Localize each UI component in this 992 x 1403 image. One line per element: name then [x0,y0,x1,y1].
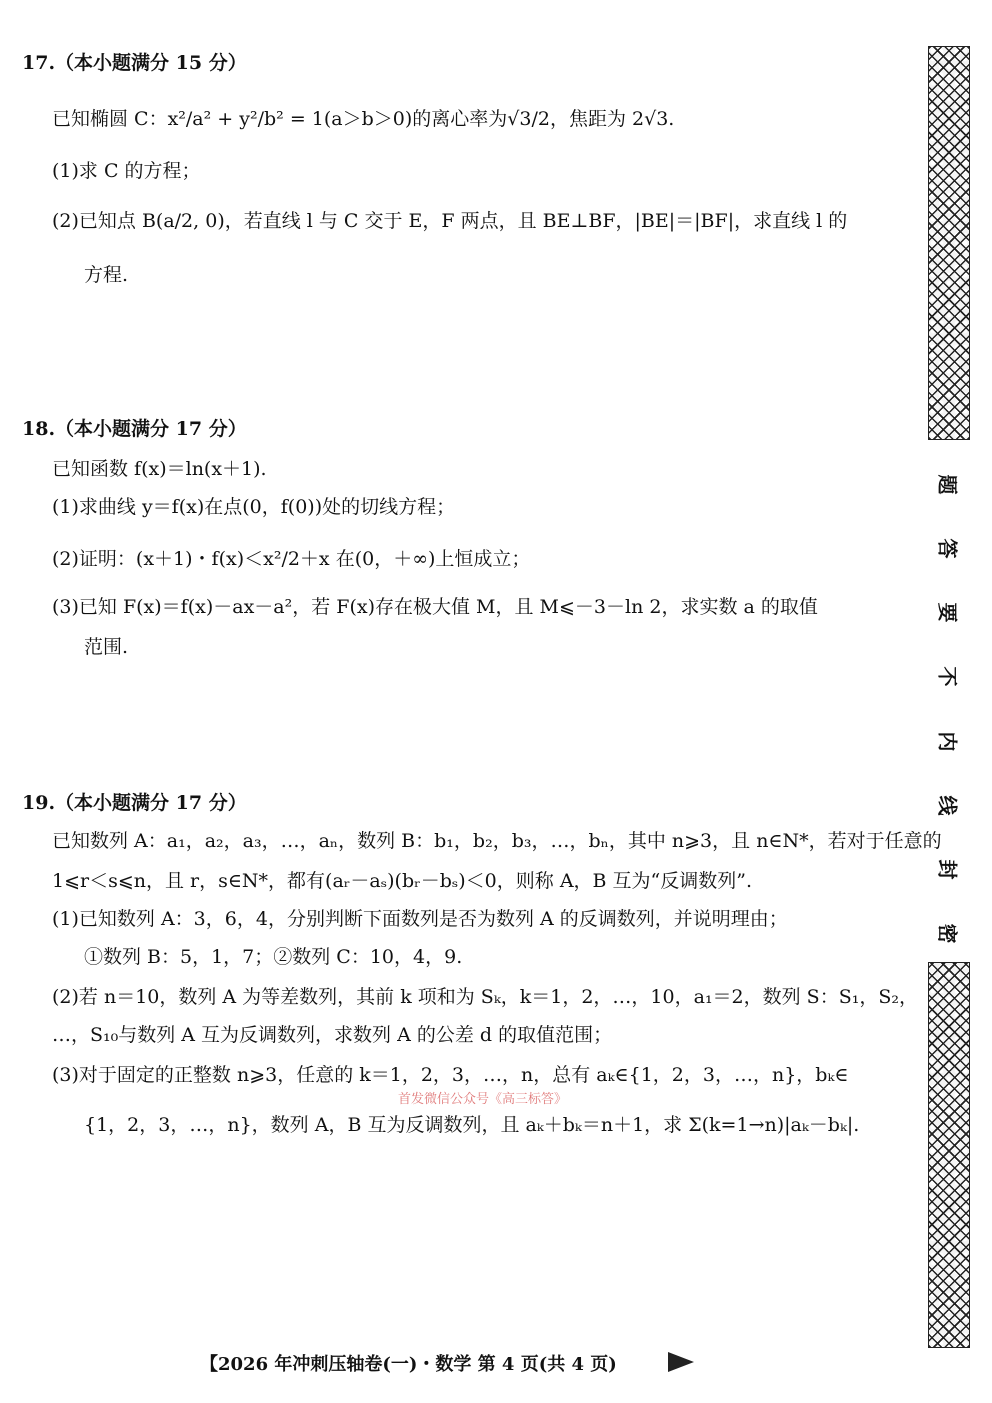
q19-stem-1: 已知数列 A：a₁，a₂，a₃，…，aₙ，数列 B：b₁，b₂，b₃，…，bₙ，其中 n⩾3，且 n∈N*，若对于任意的 [52,830,942,852]
question-19-heading: 19.（本小题满分 17 分） [22,792,247,814]
seal-pattern-top [928,46,970,440]
q18-part-1: (1)求曲线 y＝f(x)在点(0，f(0))处的切线方程； [52,496,456,518]
seal-char: 密 [935,923,960,944]
q18-part-2: (2)证明：(x＋1)・f(x)＜x²/2＋x 在(0，＋∞)上恒成立； [52,548,531,570]
q17-part-2-cont: 方程. [84,264,129,286]
watermark-text: 首发微信公众号《高三标答》 [398,1092,568,1107]
seal-char: 内 [935,731,960,752]
page-footer: 【2026 年冲刺压轴卷(一)・数学 第 4 页(共 4 页) [200,1354,617,1375]
q19-stem-2: 1⩽r＜s⩽n，且 r，s∈N*，都有(aᵣ－aₛ)(bᵣ－bₛ)＜0，则称 A，B 互为“反调数列”. [52,870,753,892]
footer-arrow-icon [668,1352,694,1372]
seal-char: 不 [935,666,960,687]
question-17-heading: 17.（本小题满分 15 分） [22,52,247,74]
q18-stem: 已知函数 f(x)＝ln(x＋1). [52,458,267,480]
q18-part-3-cont: 范围. [84,636,129,658]
q17-part-2: (2)已知点 B(a/2, 0)，若直线 l 与 C 交于 E，F 两点，且 BE⊥BF，|BE|＝|BF|，求直线 l 的 [52,210,848,232]
seal-char: 题 [935,474,960,495]
q17-part-1: (1)求 C 的方程； [52,160,201,182]
seal-char: 线 [935,795,960,816]
seal-line-notice [928,470,970,948]
seal-pattern-bottom [928,962,970,1348]
q19-part-3: (3)对于固定的正整数 n⩾3，任意的 k＝1，2，3，…，n，总有 aₖ∈{1，2，3，…，n}，bₖ∈ [52,1064,849,1086]
q19-part-1-items: ①数列 B：5，1，7；②数列 C：10，4，9. [84,946,463,968]
seal-char: 答 [935,538,960,559]
q19-part-2-cont: …，S₁₀与数列 A 互为反调数列，求数列 A 的公差 d 的取值范围； [52,1024,613,1046]
q19-part-2: (2)若 n＝10，数列 A 为等差数列，其前 k 项和为 Sₖ，k＝1，2，…，10，a₁＝2，数列 S：S₁，S₂， [52,986,918,1008]
q17-stem: 已知椭圆 C：x²/a² + y²/b² = 1(a＞b＞0)的离心率为√3/2，焦距为 2√3. [52,108,675,130]
question-18-heading: 18.（本小题满分 17 分） [22,418,247,440]
q19-part-1: (1)已知数列 A：3，6，4，分别判断下面数列是否为数列 A 的反调数列，并说明理由； [52,908,788,930]
q18-part-3: (3)已知 F(x)＝f(x)－ax－a²，若 F(x)存在极大值 M，且 M⩽－3－ln 2，求实数 a 的取值 [52,596,818,618]
seal-char: 要 [935,602,960,623]
q19-part-3-cont: {1，2，3，…，n}，数列 A，B 互为反调数列，且 aₖ＋bₖ＝n＋1，求 Σ(k=1→n)|aₖ－bₖ|. [84,1114,860,1136]
seal-char: 封 [935,859,960,880]
